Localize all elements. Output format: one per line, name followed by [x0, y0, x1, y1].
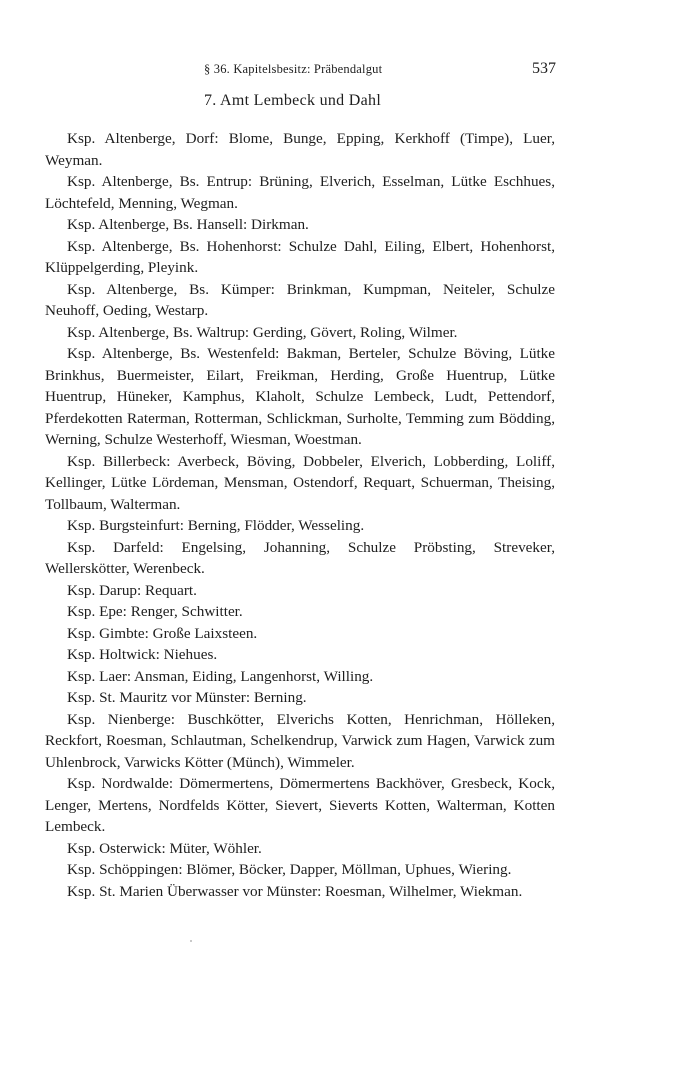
page-number: 537 — [532, 60, 556, 77]
parish-entry: Ksp. Laer: Ansman, Eiding, Langenhorst, Willing. — [67, 667, 374, 685]
parish-entry: Ksp. Schöppingen: Blömer, Böcker, Dapper, Möllman, Uphues, Wiering. — [67, 861, 512, 878]
parish-entry: Ksp. St. Mauritz vor Münster: Berning. — [67, 689, 307, 706]
parish-entry: Ksp. St. Marien Überwasser vor Münster: Roesman, Wilhelmer, Wiekman. — [67, 882, 523, 900]
scan-speck — [190, 940, 192, 942]
section-title: 7. Amt Lembeck und Dahl — [204, 92, 382, 109]
parish-entry: Ksp. Osterwick: Müter, Wöhler. — [67, 839, 262, 857]
running-title: § 36. Kapitelsbesitz: Präbendalgut — [204, 62, 383, 76]
parish-entry: Ksp. Altenberge, Bs. Entrup: Brüning, Elverich, Esselman, Lütke Eschhues, Löchtefeld, Menning, Wegman. — [45, 173, 555, 212]
parish-entry: Ksp. Nienberge: Buschkötter, Elverichs Kotten, Henrichman, Hölleken, Reckfort, Roesman, Schlautman, Schelkendrup, Varwick zum Hagen, Varwick zum Uhlenbrock, Varwicks Kötter (Münch), Wimmeler. — [45, 710, 555, 771]
parish-entry: Ksp. Altenberge, Bs. Waltrup: Gerding, Gövert, Roling, Wilmer. — [67, 323, 458, 341]
parish-entry: Ksp. Darfeld: Engelsing, Johanning, Schulze Pröbsting, Streveker, Wellerskötter, Werenbeck. — [45, 538, 555, 577]
parish-entry: Ksp. Altenberge, Dorf: Blome, Bunge, Epping, Kerkhoff (Timpe), Luer, Weyman. — [45, 130, 555, 169]
parish-entry: Ksp. Nordwalde: Dömermertens, Dömermertens Backhöver, Gresbeck, Kock, Lenger, Mertens, Nordfelds Kötter, Sievert, Sieverts Kotten, Walterman, Kotten Lembeck. — [45, 775, 555, 835]
parish-entry: Ksp. Altenberge, Bs. Kümper: Brinkman, Kumpman, Neiteler, Schulze Neuhoff, Oeding, Westarp. — [45, 280, 555, 319]
parish-entry: Ksp. Gimbte: Große Laixsteen. — [67, 624, 258, 642]
parish-entry: Ksp. Holtwick: Niehues. — [67, 646, 218, 663]
parish-entry: Ksp. Altenberge, Bs. Hohenhorst: Schulze Dahl, Eiling, Elbert, Hohenhorst, Klüppelgerding, Pleyink. — [45, 237, 555, 276]
parish-list — [45, 128, 555, 902]
parish-entry: Ksp. Darup: Requart. — [67, 581, 197, 599]
parish-entry: Ksp. Epe: Renger, Schwitter. — [67, 603, 243, 620]
parish-entry: Ksp. Burgsteinfurt: Berning, Flödder, Wesseling. — [67, 517, 365, 534]
parish-entry: Ksp. Altenberge, Bs. Hansell: Dirkman. — [67, 216, 309, 233]
parish-entry: Ksp. Billerbeck: Averbeck, Böving, Dobbeler, Elverich, Lobberding, Loliff, Kellinger, Lütke Lördeman, Mensman, Ostendorf, Requart, Schuerman, Theising, Tollbaum, Walterman. — [45, 452, 555, 513]
parish-entry: Ksp. Altenberge, Bs. Westenfeld: Bakman, Berteler, Schulze Böving, Lütke Brinkhus, Buermeister, Eilart, Freikman, Herding, Große Huentrup, Lütke Huentrup, Hüneker, Kamphus, Klaholt, Schulze Lembeck, Ludt, Pettendorf, Pferdekotten Raterman, Rotterman, Schlickman, Surholte, Temming zum Bödding, Werning, Schulze Westerhoff, Wiesman, Woestman. — [45, 345, 555, 448]
running-head — [66, 60, 556, 80]
